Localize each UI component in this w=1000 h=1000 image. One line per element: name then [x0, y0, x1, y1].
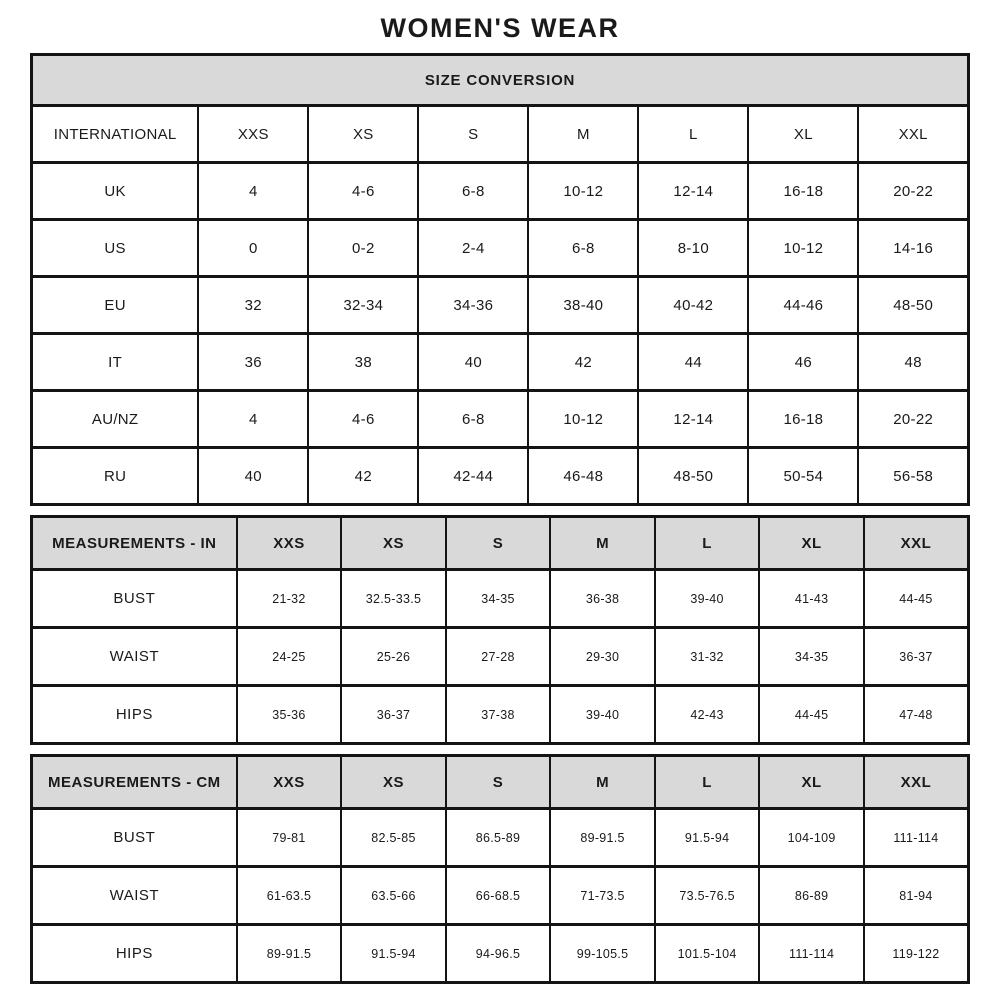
cell-value: 44-45 [759, 686, 864, 744]
table-banner-row [32, 55, 969, 106]
cell-value: 4 [198, 391, 308, 448]
cell-value: 16-18 [748, 163, 858, 220]
cell-value: 37-38 [446, 686, 551, 744]
page-title: WOMEN'S WEAR [380, 13, 620, 43]
column-header-row [32, 517, 969, 570]
cell-value: 44-45 [864, 570, 969, 628]
column-header-row [32, 756, 969, 809]
table-row [32, 686, 969, 744]
column-header: M [528, 106, 638, 163]
column-header: L [655, 517, 760, 570]
table-row [32, 448, 969, 505]
cell-value: 40 [198, 448, 308, 505]
row-label: WAIST [32, 628, 237, 686]
size-conversion-table [30, 53, 970, 506]
cell-value: 36-37 [341, 686, 446, 744]
cell-value: 104-109 [759, 809, 864, 867]
cell-value: 29-30 [550, 628, 655, 686]
row-label: HIPS [32, 925, 237, 983]
cell-value: 20-22 [858, 163, 968, 220]
cell-value: 6-8 [418, 391, 528, 448]
cell-value: 39-40 [655, 570, 760, 628]
row-label: AU/NZ [32, 391, 199, 448]
cell-value: 42-44 [418, 448, 528, 505]
column-header: S [446, 517, 551, 570]
cell-value: 61-63.5 [237, 867, 342, 925]
corner-header: INTERNATIONAL [32, 106, 199, 163]
column-header-row [32, 106, 969, 163]
measurements-cm-table [30, 754, 970, 984]
cell-value: 86-89 [759, 867, 864, 925]
cell-value: 111-114 [759, 925, 864, 983]
cell-value: 4-6 [308, 163, 418, 220]
cell-value: 42-43 [655, 686, 760, 744]
row-label: EU [32, 277, 199, 334]
cell-value: 10-12 [528, 163, 638, 220]
cell-value: 44 [638, 334, 748, 391]
column-header: L [655, 756, 760, 809]
column-header: XXS [237, 756, 342, 809]
cell-value: 34-36 [418, 277, 528, 334]
cell-value: 2-4 [418, 220, 528, 277]
table-banner: SIZE CONVERSION [32, 55, 969, 106]
column-header: M [550, 756, 655, 809]
measurements-in-table [30, 515, 970, 745]
cell-value: 50-54 [748, 448, 858, 505]
cell-value: 35-36 [237, 686, 342, 744]
cell-value: 94-96.5 [446, 925, 551, 983]
cell-value: 8-10 [638, 220, 748, 277]
cell-value: 14-16 [858, 220, 968, 277]
column-header: XXS [237, 517, 342, 570]
row-label: UK [32, 163, 199, 220]
column-header: XXL [858, 106, 968, 163]
cell-value: 4-6 [308, 391, 418, 448]
cell-value: 111-114 [864, 809, 969, 867]
cell-value: 56-58 [858, 448, 968, 505]
cell-value: 48-50 [858, 277, 968, 334]
cell-value: 39-40 [550, 686, 655, 744]
cell-value: 34-35 [759, 628, 864, 686]
cell-value: 82.5-85 [341, 809, 446, 867]
cell-value: 36 [198, 334, 308, 391]
cell-value: 48-50 [638, 448, 748, 505]
cell-value: 89-91.5 [550, 809, 655, 867]
column-header: XS [308, 106, 418, 163]
cell-value: 44-46 [748, 277, 858, 334]
cell-value: 42 [308, 448, 418, 505]
cell-value: 20-22 [858, 391, 968, 448]
cell-value: 101.5-104 [655, 925, 760, 983]
cell-value: 99-105.5 [550, 925, 655, 983]
cell-value: 10-12 [748, 220, 858, 277]
column-header: XL [759, 517, 864, 570]
cell-value: 4 [198, 163, 308, 220]
table-row [32, 925, 969, 983]
cell-value: 48 [858, 334, 968, 391]
cell-value: 46-48 [528, 448, 638, 505]
table-row [32, 391, 969, 448]
table-row [32, 809, 969, 867]
cell-value: 46 [748, 334, 858, 391]
column-header: XXL [864, 517, 969, 570]
cell-value: 36-37 [864, 628, 969, 686]
corner-header: MEASUREMENTS - IN [32, 517, 237, 570]
column-header: S [418, 106, 528, 163]
cell-value: 6-8 [528, 220, 638, 277]
cell-value: 91.5-94 [341, 925, 446, 983]
cell-value: 40-42 [638, 277, 748, 334]
column-header: S [446, 756, 551, 809]
cell-value: 81-94 [864, 867, 969, 925]
cell-value: 32.5-33.5 [341, 570, 446, 628]
cell-value: 89-91.5 [237, 925, 342, 983]
cell-value: 40 [418, 334, 528, 391]
column-header: L [638, 106, 748, 163]
table-row [32, 163, 969, 220]
cell-value: 25-26 [341, 628, 446, 686]
row-label: US [32, 220, 199, 277]
cell-value: 47-48 [864, 686, 969, 744]
table-row [32, 334, 969, 391]
row-label: WAIST [32, 867, 237, 925]
cell-value: 38-40 [528, 277, 638, 334]
cell-value: 66-68.5 [446, 867, 551, 925]
cell-value: 42 [528, 334, 638, 391]
cell-value: 10-12 [528, 391, 638, 448]
cell-value: 16-18 [748, 391, 858, 448]
cell-value: 86.5-89 [446, 809, 551, 867]
row-label: BUST [32, 809, 237, 867]
table-row [32, 220, 969, 277]
measurements-cm-body [32, 756, 969, 983]
cell-value: 32-34 [308, 277, 418, 334]
size-conversion-body [32, 55, 969, 505]
measurements-in-body [32, 517, 969, 744]
column-header: XS [341, 517, 446, 570]
row-label: IT [32, 334, 199, 391]
table-row [32, 628, 969, 686]
cell-value: 79-81 [237, 809, 342, 867]
cell-value: 119-122 [864, 925, 969, 983]
cell-value: 38 [308, 334, 418, 391]
cell-value: 91.5-94 [655, 809, 760, 867]
cell-value: 31-32 [655, 628, 760, 686]
table-row [32, 867, 969, 925]
column-header: M [550, 517, 655, 570]
column-header: XXS [198, 106, 308, 163]
table-row [32, 277, 969, 334]
cell-value: 41-43 [759, 570, 864, 628]
row-label: HIPS [32, 686, 237, 744]
cell-value: 0-2 [308, 220, 418, 277]
column-header: XS [341, 756, 446, 809]
cell-value: 21-32 [237, 570, 342, 628]
cell-value: 36-38 [550, 570, 655, 628]
column-header: XXL [864, 756, 969, 809]
corner-header: MEASUREMENTS - CM [32, 756, 237, 809]
cell-value: 12-14 [638, 163, 748, 220]
cell-value: 24-25 [237, 628, 342, 686]
cell-value: 63.5-66 [341, 867, 446, 925]
column-header: XL [748, 106, 858, 163]
cell-value: 71-73.5 [550, 867, 655, 925]
cell-value: 6-8 [418, 163, 528, 220]
cell-value: 32 [198, 277, 308, 334]
cell-value: 73.5-76.5 [655, 867, 760, 925]
table-row [32, 570, 969, 628]
cell-value: 0 [198, 220, 308, 277]
cell-value: 12-14 [638, 391, 748, 448]
row-label: RU [32, 448, 199, 505]
row-label: BUST [32, 570, 237, 628]
column-header: XL [759, 756, 864, 809]
cell-value: 27-28 [446, 628, 551, 686]
cell-value: 34-35 [446, 570, 551, 628]
